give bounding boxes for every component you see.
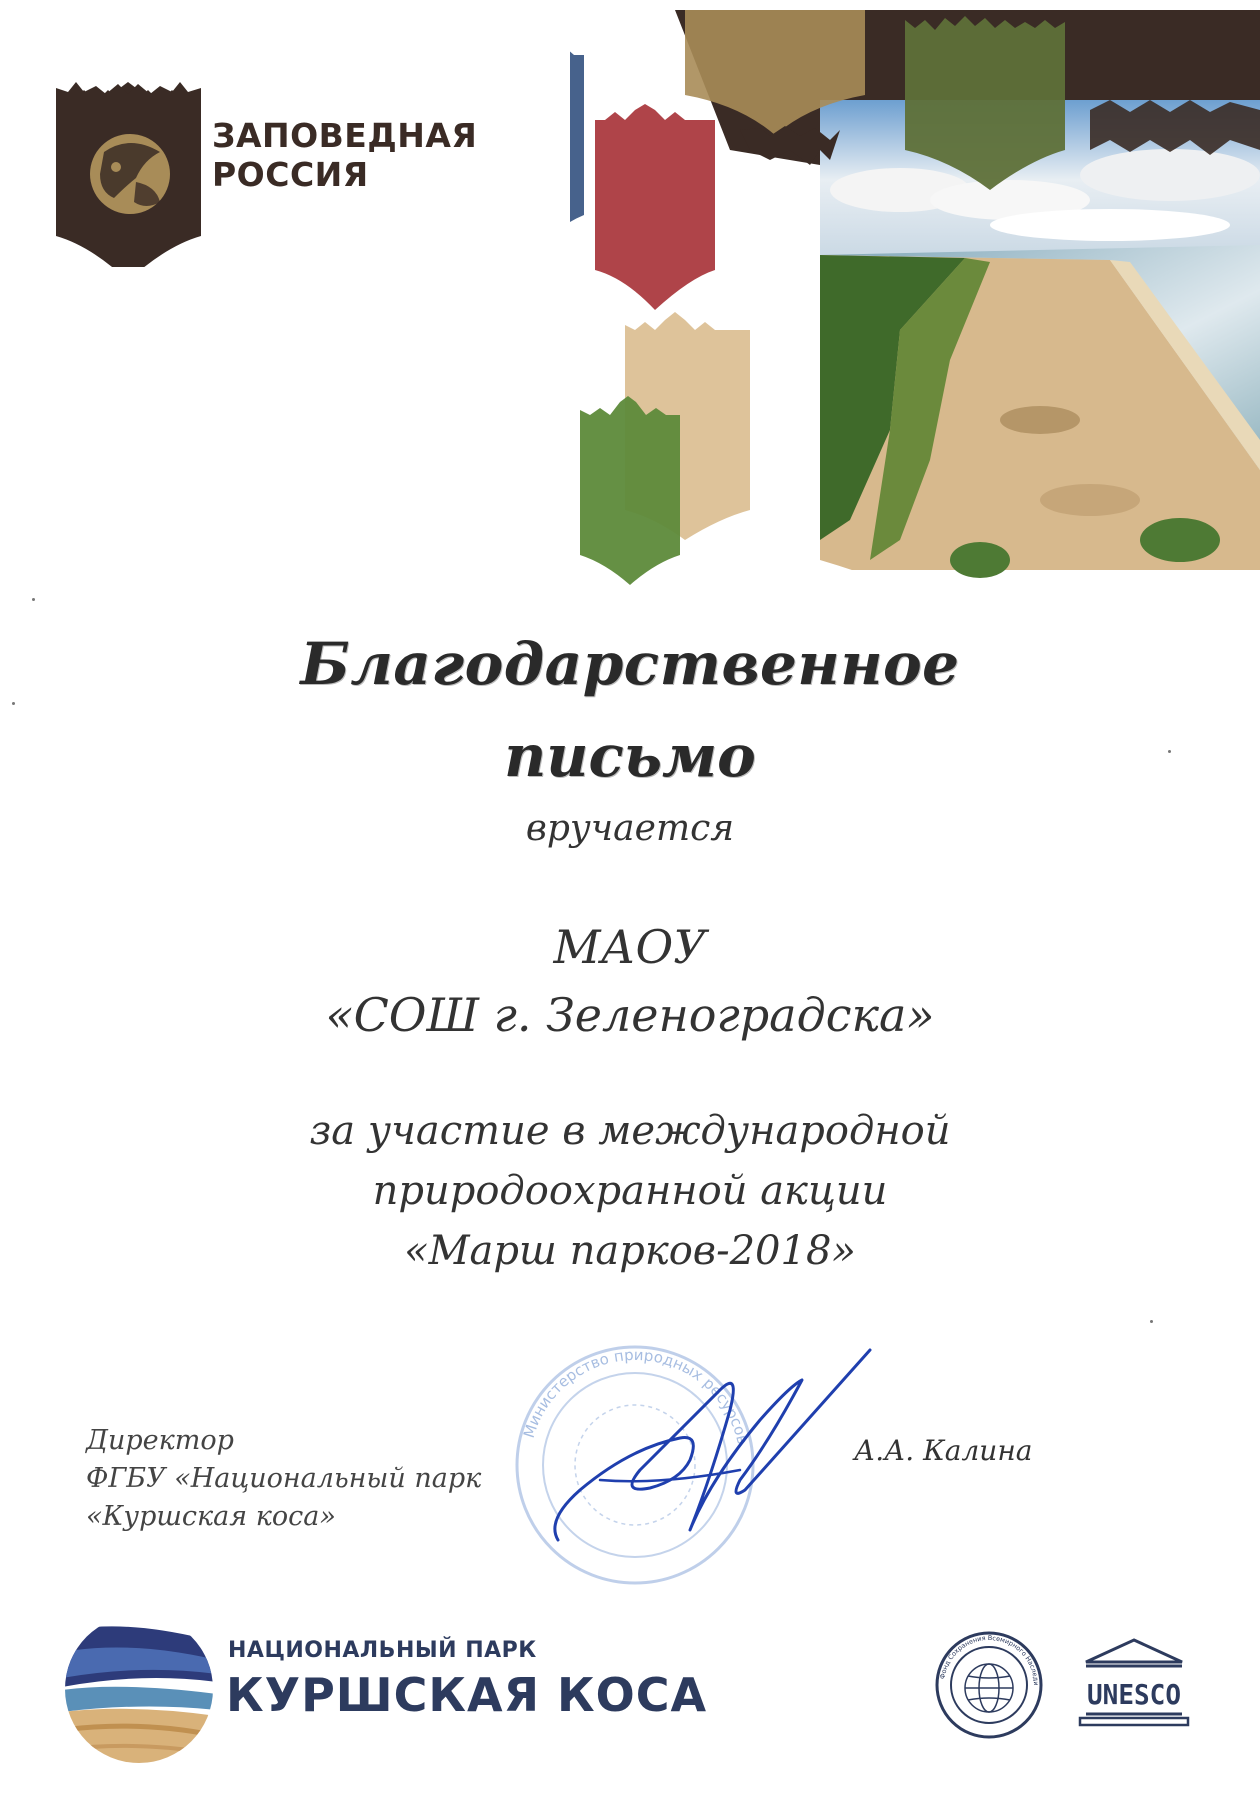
certificate-title-line-1: Благодарственное (300, 630, 960, 698)
park-name: КУРШСКАЯ КОСА (226, 1668, 708, 1722)
signer-position (86, 1422, 481, 1536)
unesco-text: UNESCO (1087, 1678, 1181, 1711)
scan-speck (32, 598, 35, 601)
reason-line-3: «Марш парков-2018» (404, 1228, 856, 1274)
position-line-2: ФГБУ «Национальный парк (86, 1463, 482, 1494)
certificate-title-line-2: письмо (504, 722, 756, 790)
position-line-3: «Куршская коса» (86, 1501, 336, 1532)
recipient-line-1: МАОУ (553, 920, 707, 974)
coastline-photo (820, 100, 1260, 578)
stamp-text: Министерство природных ресурсов (519, 1345, 752, 1446)
scan-speck (1168, 750, 1171, 753)
handwritten-signature (540, 1330, 900, 1570)
reason-line-1: за участие в международной (309, 1108, 951, 1154)
park-subtitle: НАЦИОНАЛЬНЫЙ ПАРК (228, 1638, 537, 1663)
kurshskaya-kosa-logo (62, 1612, 217, 1767)
globe-icon (965, 1664, 1013, 1712)
seal-text: Фонд Сохранения Всемирного Наследи (938, 1633, 1041, 1686)
scan-speck (12, 702, 15, 705)
bear-head-icon (90, 134, 170, 214)
logo-line-1: ЗАПОВЕДНАЯ (212, 116, 478, 155)
world-heritage-fund-seal (934, 1630, 1044, 1740)
scan-speck (1150, 1320, 1153, 1323)
zapovednaya-rossiya-shield-logo (56, 82, 201, 267)
recipient-line-2: «СОШ г. Зеленоградска» (325, 988, 935, 1042)
unesco-logo (1078, 1636, 1190, 1728)
logo-line-2: РОССИЯ (212, 155, 369, 194)
presented-to-label: вручается (525, 808, 735, 849)
zapovednaya-rossiya-wordmark (212, 116, 477, 194)
landscape-collage-illustration (570, 0, 1260, 710)
position-line-1: Директор (86, 1425, 234, 1456)
signer-name: А.А. Калина (854, 1434, 1033, 1467)
reason-line-2: природоохранной акции (372, 1168, 888, 1214)
